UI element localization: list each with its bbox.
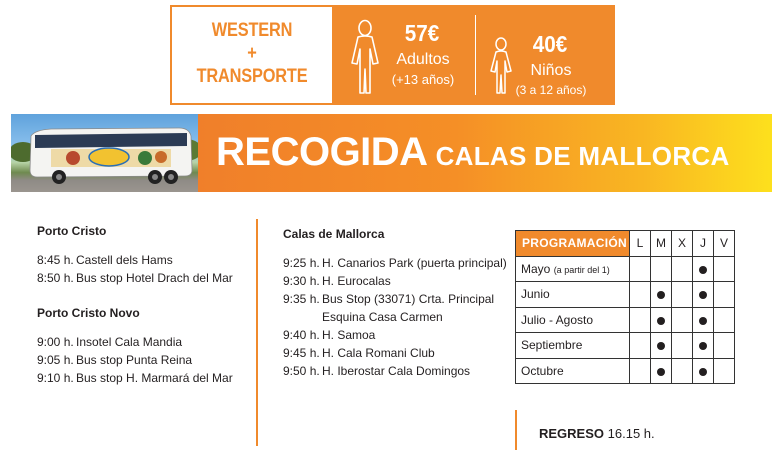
package-name — [172, 7, 332, 103]
month-name: Julio - Agosto — [521, 312, 594, 327]
day-cell — [672, 307, 693, 333]
stop-time — [283, 308, 322, 326]
stop-place: H. Iberostar Cala Domingos — [322, 364, 471, 378]
schedule-porto-cristo-novo — [37, 306, 247, 387]
schedule-porto-cristo — [37, 224, 247, 287]
banner-title-main: RECOGIDA — [216, 130, 428, 174]
month-label — [516, 358, 630, 384]
month-name: Octubre — [521, 363, 564, 378]
programacion-header: PROGRAMACIÓN — [516, 231, 630, 257]
day-cell — [651, 282, 672, 308]
day-header: X — [672, 231, 693, 257]
banner-title-sub: CALAS DE MALLORCA — [435, 141, 730, 171]
day-header: J — [693, 231, 714, 257]
day-cell — [630, 358, 651, 384]
banner-title — [216, 130, 730, 175]
list-item — [37, 333, 247, 351]
return-time-value: 16.15 h. — [607, 426, 655, 441]
list-item — [283, 290, 508, 308]
schedule-dot-icon — [699, 266, 707, 274]
stop-place: H. Eurocalas — [322, 274, 391, 288]
list-item — [37, 251, 247, 269]
month-name: Septiembre — [521, 338, 583, 353]
schedule-dot-icon — [699, 317, 707, 325]
day-cell — [651, 358, 672, 384]
day-cell — [672, 358, 693, 384]
day-header: V — [714, 231, 735, 257]
porto-cristo-novo-title: Porto Cristo Novo — [37, 306, 140, 320]
schedule-dot-icon — [657, 342, 665, 350]
list-item — [283, 254, 508, 272]
package-line-2: TRANSPORTE — [196, 66, 308, 87]
day-cell — [672, 256, 693, 282]
schedule-dot-icon — [657, 368, 665, 376]
child-price — [476, 7, 613, 103]
schedule-dot-icon — [699, 342, 707, 350]
package-plus: + — [247, 43, 257, 64]
stop-place: Bus stop H. Marmará del Mar — [76, 371, 233, 385]
day-cell — [651, 256, 672, 282]
schedule-dot-icon — [699, 291, 707, 299]
stop-place: Bus Stop (33071) Crta. Principal — [322, 292, 495, 306]
month-label — [516, 282, 630, 308]
day-cell — [630, 333, 651, 359]
month-label — [516, 256, 630, 282]
bus-illustration-icon — [11, 114, 198, 192]
day-cell — [693, 333, 714, 359]
day-cell — [714, 282, 735, 308]
day-cell — [714, 358, 735, 384]
stop-time: 9:40 h. — [283, 328, 320, 342]
stop-time: 9:10 h. — [37, 371, 74, 385]
regreso-divider — [515, 410, 517, 450]
day-header: M — [651, 231, 672, 257]
column-divider — [256, 219, 258, 446]
table-row — [516, 282, 735, 308]
bus-photo — [11, 114, 198, 192]
day-cell — [651, 333, 672, 359]
child-price-amount: 40€ — [532, 31, 568, 57]
day-cell — [630, 307, 651, 333]
day-cell — [630, 256, 651, 282]
stop-time: 9:05 h. — [37, 353, 74, 367]
list-item — [283, 272, 508, 290]
table-row — [516, 333, 735, 359]
list-item — [37, 351, 247, 369]
list-item — [37, 269, 247, 287]
day-cell — [693, 282, 714, 308]
day-cell — [693, 307, 714, 333]
list-item — [283, 326, 508, 344]
day-cell — [672, 333, 693, 359]
schedule-dot-icon — [657, 291, 665, 299]
stop-time: 9:45 h. — [283, 346, 320, 360]
adult-price — [332, 7, 475, 103]
stop-place: Insotel Cala Mandia — [76, 335, 183, 349]
adult-label: Adultos — [396, 51, 450, 68]
day-cell — [714, 256, 735, 282]
price-box — [170, 5, 615, 105]
day-cell — [714, 333, 735, 359]
package-line-1: WESTERN — [211, 20, 293, 41]
stop-place: Bus stop Punta Reina — [76, 353, 193, 367]
list-item — [283, 344, 508, 362]
month-label — [516, 333, 630, 359]
day-cell — [672, 282, 693, 308]
day-cell — [714, 307, 735, 333]
porto-cristo-title: Porto Cristo — [37, 224, 107, 238]
table-row — [516, 256, 735, 282]
stop-place: Castell dels Hams — [76, 253, 173, 267]
schedule-calas-de-mallorca — [283, 227, 508, 380]
return-time — [539, 426, 655, 441]
adult-price-amount: 57€ — [404, 20, 440, 46]
table-header-row — [516, 231, 735, 257]
day-cell — [651, 307, 672, 333]
schedule-dot-icon — [699, 368, 707, 376]
stop-place: H. Cala Romani Club — [322, 346, 435, 360]
month-name: Mayo — [521, 261, 551, 276]
programacion-table — [515, 230, 735, 384]
price-panel — [332, 7, 613, 103]
stop-time: 9:35 h. — [283, 292, 320, 306]
stop-place: H. Canarios Park (puerta principal) — [322, 256, 507, 270]
list-item — [283, 362, 508, 380]
pickup-banner — [11, 114, 772, 192]
stop-time: 9:25 h. — [283, 256, 320, 270]
table-row — [516, 307, 735, 333]
month-name: Junio — [521, 287, 550, 302]
stop-time: 8:50 h. — [37, 271, 74, 285]
return-label: REGRESO — [539, 426, 605, 441]
stop-time: 9:00 h. — [37, 335, 74, 349]
stop-place: H. Samoa — [322, 328, 376, 342]
adult-age-range: (+13 años) — [391, 72, 455, 87]
table-row — [516, 358, 735, 384]
list-item — [283, 308, 508, 326]
month-label — [516, 307, 630, 333]
stop-place: Esquina Casa Carmen — [322, 310, 443, 324]
stop-time: 9:30 h. — [283, 274, 320, 288]
day-cell — [693, 256, 714, 282]
stop-time: 8:45 h. — [37, 253, 74, 267]
child-age-range: (3 a 12 años) — [515, 83, 587, 97]
stop-place: Bus stop Hotel Drach del Mar — [76, 271, 233, 285]
day-header: L — [630, 231, 651, 257]
schedule-dot-icon — [657, 317, 665, 325]
day-cell — [630, 282, 651, 308]
child-label: Niños — [530, 62, 572, 79]
list-item — [37, 369, 247, 387]
month-note: (a partir del 1) — [553, 264, 610, 275]
calas-de-mallorca-title: Calas de Mallorca — [283, 227, 385, 241]
day-cell — [693, 358, 714, 384]
stop-time: 9:50 h. — [283, 364, 320, 378]
